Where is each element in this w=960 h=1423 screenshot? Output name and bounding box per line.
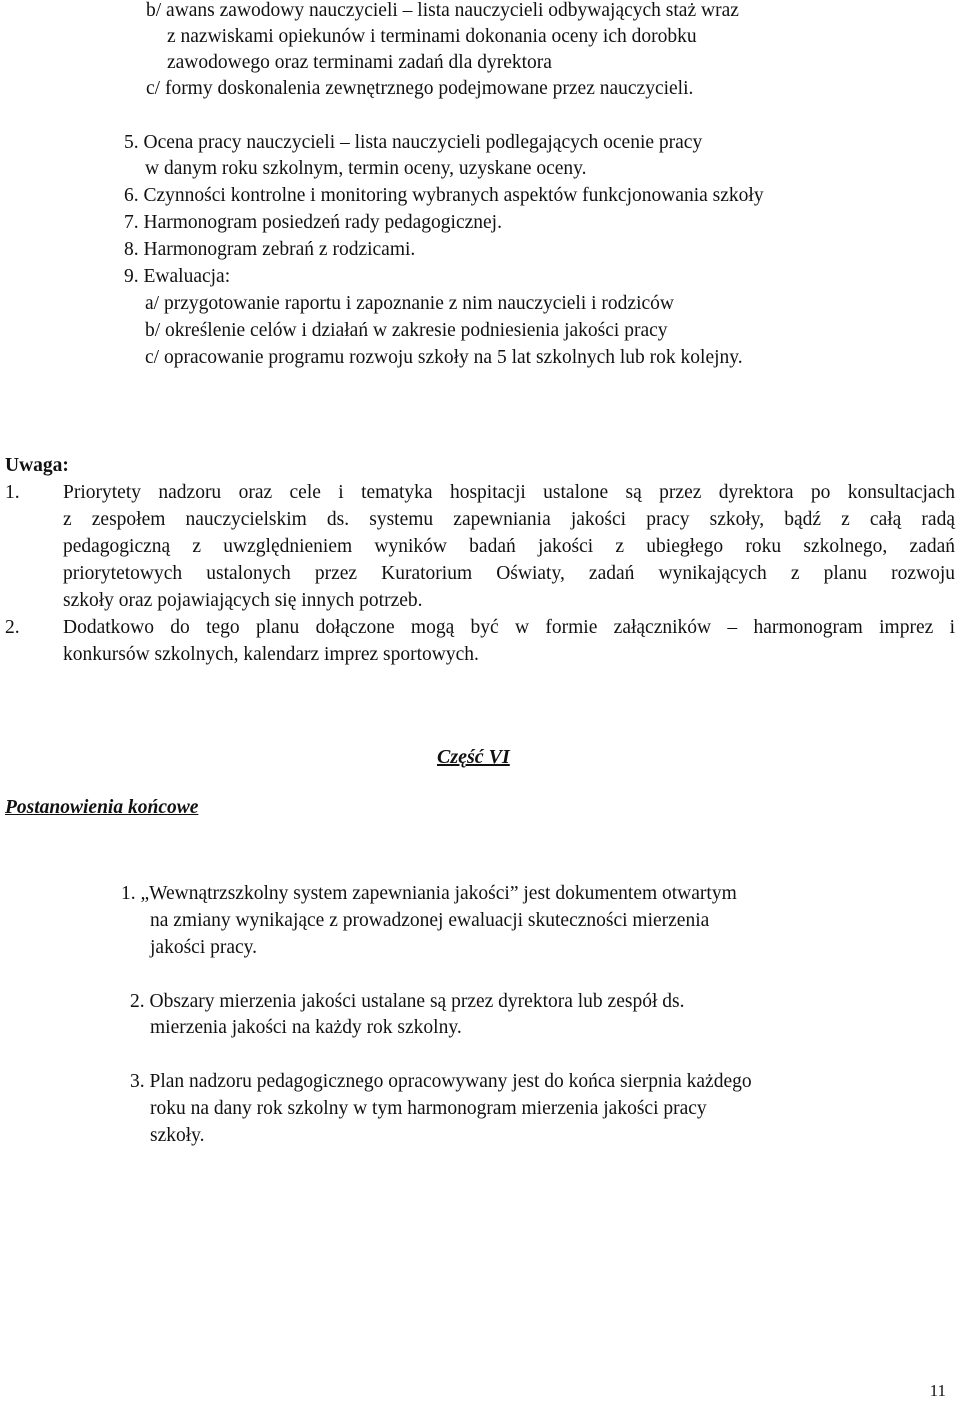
item-c: c/ formy doskonalenia zewnętrznego podejmowane przez nauczycieli. bbox=[146, 78, 694, 99]
final-item-1-line2: na zmiany wynikające z prowadzonej ewaluacji skuteczności mierzenia bbox=[150, 910, 710, 931]
uwaga-p1-line2: z zespołem nauczycielskim ds. systemu zapewniania jakości pracy szkoły, bądź z całą radą bbox=[63, 509, 955, 530]
final-item-3-line2: roku na dany rok szkolny w tym harmonogram mierzenia jakości pracy bbox=[150, 1098, 707, 1119]
page-number: 11 bbox=[929, 1381, 946, 1400]
item-5-line2: w danym roku szkolnym, termin oceny, uzyskane oceny. bbox=[145, 158, 587, 179]
final-item-2-line2: mierzenia jakości na każdy rok szkolny. bbox=[150, 1017, 462, 1038]
item-b-line2: z nazwiskami opiekunów i terminami dokonania oceny ich dorobku bbox=[167, 26, 697, 47]
section-heading: Postanowienia końcowe bbox=[5, 797, 199, 818]
uwaga-p1-line3: pedagogiczną z uwzględnieniem wyników badań jakości z ubiegłego roku szkolnego, zadań bbox=[63, 536, 955, 557]
uwaga-p1-line5: szkoły oraz pojawiających się innych potrzeb. bbox=[63, 590, 423, 611]
part-heading: Część VI bbox=[437, 746, 510, 768]
item-b-line1: b/ awans zawodowy nauczycieli – lista nauczycieli odbywających staż wraz bbox=[146, 0, 739, 21]
item-5-line1: 5. Ocena pracy nauczycieli – lista nauczycieli podlegających ocenie pracy bbox=[124, 132, 703, 153]
item-b-line3: zawodowego oraz terminami zadań dla dyrektora bbox=[167, 52, 552, 73]
uwaga-p1-line4: priorytetowych ustalonych przez Kuratorium Oświaty, zadań wynikających z planu rozwoju bbox=[63, 563, 955, 584]
uwaga-p2-line2: konkursów szkolnych, kalendarz imprez sportowych. bbox=[63, 644, 479, 665]
uwaga-p1-line1: Priorytety nadzoru oraz cele i tematyka hospitacji ustalone są przez dyrektora po konsultacjach bbox=[63, 482, 955, 503]
uwaga-p1-number: 1. bbox=[5, 482, 20, 503]
item-9-title: 9. Ewaluacja: bbox=[124, 266, 231, 287]
uwaga-p2-number: 2. bbox=[5, 617, 20, 638]
final-item-1-line1: 1. „Wewnątrzszkolny system zapewniania jakości” jest dokumentem otwartym bbox=[121, 883, 737, 904]
item-9-b: b/ określenie celów i działań w zakresie podniesienia jakości pracy bbox=[145, 320, 668, 341]
final-item-3-line1: 3. Plan nadzoru pedagogicznego opracowywany jest do końca sierpnia każdego bbox=[130, 1071, 752, 1092]
item-6: 6. Czynności kontrolne i monitoring wybranych aspektów funkcjonowania szkoły bbox=[124, 185, 764, 206]
final-item-1-line3: jakości pracy. bbox=[150, 937, 258, 958]
final-item-3-line3: szkoły. bbox=[150, 1125, 205, 1146]
uwaga-heading: Uwaga: bbox=[5, 455, 69, 476]
uwaga-p2-line1: Dodatkowo do tego planu dołączone mogą być w formie załączników – harmonogram imprez i bbox=[63, 617, 955, 638]
final-item-2-line1: 2. Obszary mierzenia jakości ustalane są przez dyrektora lub zespół ds. bbox=[130, 991, 685, 1012]
item-9-a: a/ przygotowanie raportu i zapoznanie z nim nauczycieli i rodziców bbox=[145, 293, 674, 314]
item-8: 8. Harmonogram zebrań z rodzicami. bbox=[124, 239, 416, 260]
item-7: 7. Harmonogram posiedzeń rady pedagogicznej. bbox=[124, 212, 502, 233]
item-9-c: c/ opracowanie programu rozwoju szkoły na 5 lat szkolnych lub rok kolejny. bbox=[145, 347, 743, 368]
